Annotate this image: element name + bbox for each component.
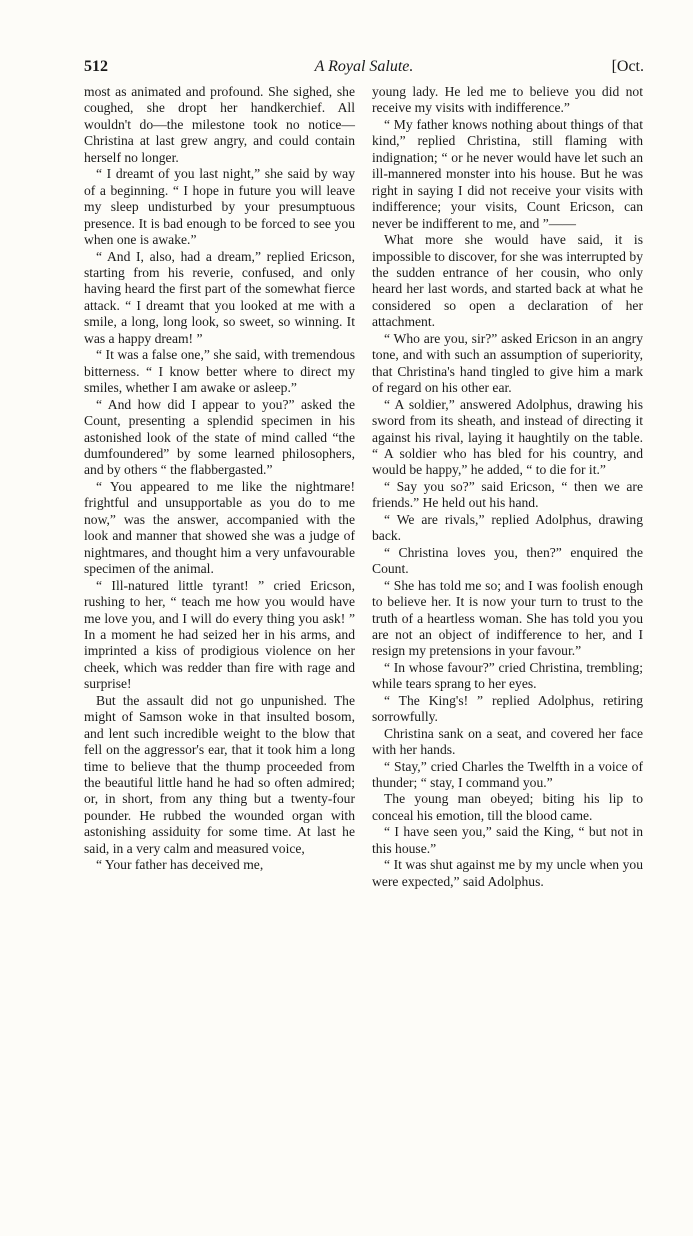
paragraph: “ The King's! ” replied Adolphus, retiring sorrowfully. <box>372 692 643 725</box>
paragraph: But the assault did not go unpunished. The might of Samson woke in that insulted bosom, and lent such incredible weight to the blow that fell on the aggressor's ear, that it took him a long time to believe that the thump proceeded from the beautiful little hand he had so often admired; or, in short, from any thing but a twenty-four pounder. He rubbed the wounded organ with astonishing assiduity for some time. At last he said, in a very calm and measured voice, <box>84 692 355 856</box>
paragraph: “ I have seen you,” said the King, “ but not in this house.” <box>372 824 643 856</box>
paragraph: “ It was shut against me by my uncle when you were expected,” said Adolphus. <box>372 857 643 889</box>
paragraph: “ You appeared to me like the nightmare! frightful and unsupportable as you do to me now,” was the answer, accompanied with the look and manner that showed she was a judge of nightmares, and thought him a very unfavourable specimen of the animal. <box>84 478 355 577</box>
paragraph: “ Christina loves you, then?” enquired the Count. <box>372 544 643 577</box>
paragraph: What more she would have said, it is impossible to discover, for she was interrupted by the sudden entrance of her cousin, who only heard her last words, and started back at what he considered so open a declaration of her attachment. <box>372 232 643 330</box>
paragraph: “ And I, also, had a dream,” replied Ericson, starting from his reverie, confused, and only having heard the first part of the somewhat fierce attack. “ I dreamt that you looked at me with a smile, a long, long look, so sweet, so winning. It was a happy dream! ” <box>84 248 355 346</box>
paragraph: “ It was a false one,” she said, with tremendous bitterness. “ I know better where to direct my smiles, whether I am awake or asleep.” <box>84 347 355 396</box>
paragraph: most as animated and profound. She sighed, she coughed, she dropt her handkerchief. All wouldn't do—the milestone took no notice—Christina at last grew angry, and could contain herself no longer. <box>84 84 355 165</box>
paragraph: “ A soldier,” answered Adolphus, drawing his sword from its sheath, and instead of directing it against his rival, laying it haughtily on the table. “ A soldier who has bled for his country, and would be happy,” he added, “ to die for it.” <box>372 396 643 478</box>
paragraph: “ Your father has deceived me, <box>96 857 264 873</box>
paragraph: The young man obeyed; biting his lip to conceal his emotion, till the blood came. <box>372 791 643 823</box>
month-label: [Oct. <box>611 58 644 75</box>
paragraph: “ My father knows nothing about things of that kind,” replied Christina, still flaming with indignation; “ or he never would have let such an ill-mannered monster into his house. But he was right in saying I did not receive your visits with indifference; your visits, Count Ericson, can never be indifferent to me, and ”—— <box>372 116 643 231</box>
right-column <box>372 84 643 890</box>
running-title: A Royal Salute. <box>314 58 414 75</box>
paragraph: “ We are rivals,” replied Adolphus, drawing back. <box>372 511 643 544</box>
paragraph: “ Ill-natured little tyrant! ” cried Ericson, rushing to her, “ teach me how you would have me love you, and I will do every thing you ask! ” In a moment he had seized her in his arms, and imprinted a kiss of prodigious violence on her cheek, which was redder than fire with rage and surprise! <box>84 577 355 692</box>
running-header <box>84 58 644 80</box>
paragraph: “ Stay,” cried Charles the Twelfth in a voice of thunder; “ stay, I command you.” <box>372 758 643 791</box>
paragraph: “ In whose favour?” cried Christina, trembling; while tears sprang to her eyes. <box>372 659 643 692</box>
left-column <box>84 84 355 874</box>
page-number: 512 <box>84 58 108 75</box>
paragraph: “ She has told me so; and I was foolish enough to believe her. It is now your turn to trust to the truth of a heartless woman. She has told you you are not an object of indifference to her, and I resign my pretensions in your favour.” <box>372 577 643 659</box>
paragraph: “ Who are you, sir?” asked Ericson in an angry tone, and with such an assumption of superiority, that Christina's hand tingled to give him a mark of regard on his other ear. <box>372 330 643 396</box>
paragraph: Christina sank on a seat, and covered her face with her hands. <box>372 725 643 758</box>
paragraph: “ I dreamt of you last night,” she said by way of a beginning. “ I hope in future you will leave my sleep undisturbed by your presumptuous presence. It is bad enough to be forced to see you when one is awake.” <box>84 166 355 248</box>
paragraph: “ And how did I appear to you?” asked the Count, presenting a splendid specimen in his astonished look of the state of mind called “the dumfoundered” by some learned philosophers, and by others “ the flabbergasted.” <box>84 396 355 478</box>
paragraph: “ Say you so?” said Ericson, “ then we are friends.” He held out his hand. <box>372 478 643 511</box>
paragraph: young lady. He led me to believe you did not receive my visits with indifference.” <box>372 84 643 116</box>
